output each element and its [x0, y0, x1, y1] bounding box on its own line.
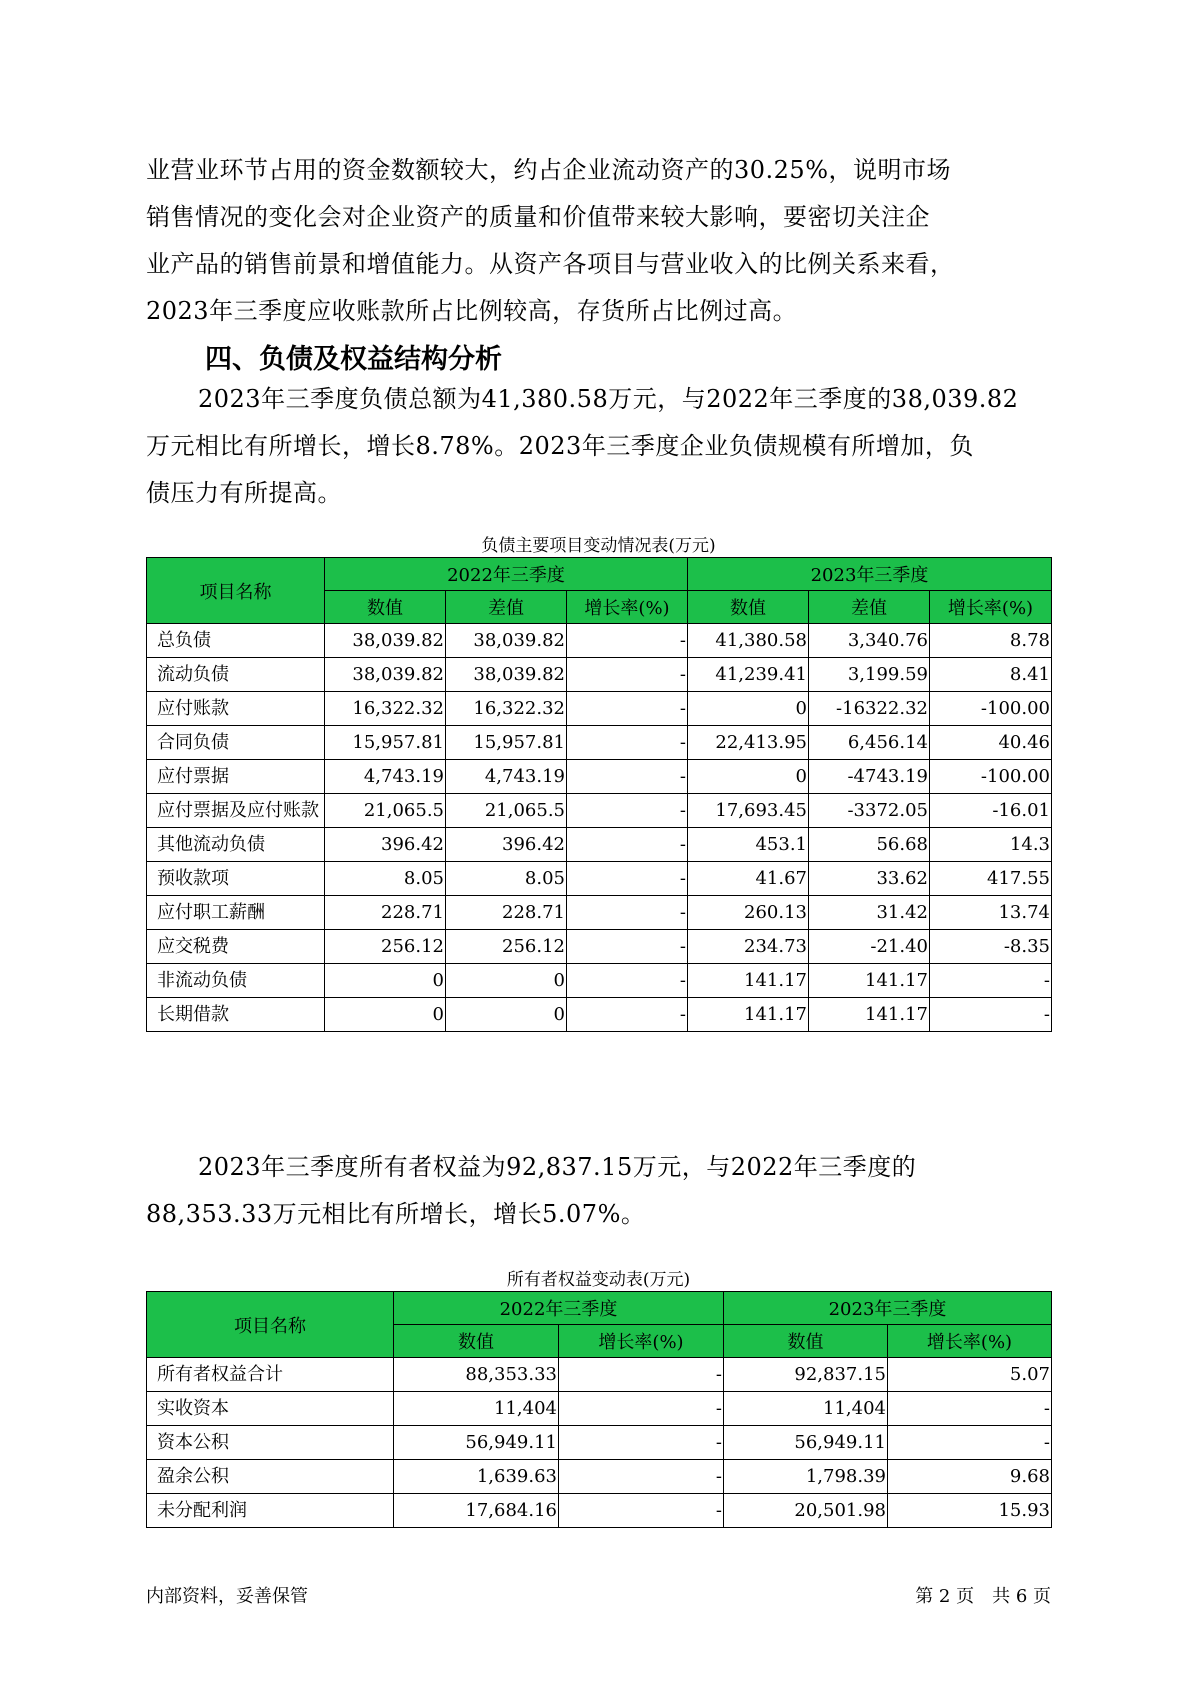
liability-table	[146, 557, 1052, 1032]
table-row	[147, 726, 1052, 760]
value-cell: -	[567, 862, 688, 896]
equity-table	[146, 1291, 1052, 1528]
row-label-cell: 应付票据及应付账款	[147, 794, 325, 828]
column-header-rate: 增长率(%)	[888, 1325, 1052, 1358]
value-cell: 17,684.16	[394, 1494, 559, 1528]
column-header-diff: 差值	[446, 591, 567, 624]
text-line: 88,353.33万元相比有所增长，增长5.07%。	[146, 1200, 646, 1228]
value-cell: -21.40	[809, 930, 930, 964]
value-cell: 0	[688, 760, 809, 794]
row-label-cell: 资本公积	[147, 1426, 394, 1460]
value-cell: 38,039.82	[446, 624, 567, 658]
table-row	[147, 794, 1052, 828]
row-label-cell: 流动负债	[147, 658, 325, 692]
value-cell: 38,039.82	[325, 624, 446, 658]
value-cell: 16,322.32	[446, 692, 567, 726]
value-cell: 396.42	[325, 828, 446, 862]
table-row	[147, 930, 1052, 964]
value-cell: -	[559, 1392, 724, 1426]
row-label-cell: 所有者权益合计	[147, 1358, 394, 1392]
value-cell: -	[567, 760, 688, 794]
value-cell: 4,743.19	[446, 760, 567, 794]
value-cell: -100.00	[930, 692, 1052, 726]
value-cell: 56.68	[809, 828, 930, 862]
value-cell: 11,404	[394, 1392, 559, 1426]
value-cell: 8.41	[930, 658, 1052, 692]
value-cell: 3,340.76	[809, 624, 930, 658]
value-cell: -	[567, 964, 688, 998]
value-cell: 88,353.33	[394, 1358, 559, 1392]
row-label-cell: 应付账款	[147, 692, 325, 726]
value-cell: 56,949.11	[724, 1426, 888, 1460]
value-cell: 21,065.5	[446, 794, 567, 828]
intro-paragraph	[146, 147, 1051, 335]
text-line: 债压力有所提高。	[146, 479, 342, 507]
text-line: 2023年三季度所有者权益为92,837.15万元，与2022年三季度的	[198, 1153, 917, 1181]
value-cell: 21,065.5	[325, 794, 446, 828]
value-cell: 8.05	[325, 862, 446, 896]
value-cell: 16,322.32	[325, 692, 446, 726]
value-cell: -	[559, 1426, 724, 1460]
value-cell: -	[559, 1460, 724, 1494]
value-cell: 11,404	[724, 1392, 888, 1426]
column-header-rate: 增长率(%)	[930, 591, 1052, 624]
value-cell: -	[559, 1494, 724, 1528]
value-cell: 13.74	[930, 896, 1052, 930]
table-row	[147, 862, 1052, 896]
value-cell: 396.42	[446, 828, 567, 862]
text-line: 业产品的销售前景和增值能力。从资产各项目与营业收入的比例关系来看，	[146, 250, 955, 278]
table-row	[147, 998, 1052, 1032]
value-cell: -	[567, 692, 688, 726]
value-cell: -	[888, 1426, 1052, 1460]
column-header-2022: 2022年三季度	[394, 1292, 724, 1325]
table-row	[147, 658, 1052, 692]
table-row	[147, 896, 1052, 930]
value-cell: -	[559, 1358, 724, 1392]
value-cell: 5.07	[888, 1358, 1052, 1392]
column-header-2023: 2023年三季度	[724, 1292, 1052, 1325]
value-cell: 31.42	[809, 896, 930, 930]
liability-table-caption: 负债主要项目变动情况表(万元)	[481, 536, 716, 556]
value-cell: 417.55	[930, 862, 1052, 896]
table-row	[147, 624, 1052, 658]
value-cell: -	[567, 998, 688, 1032]
liability-paragraph	[146, 376, 1051, 517]
value-cell: 38,039.82	[446, 658, 567, 692]
equity-table-caption: 所有者权益变动表(万元)	[506, 1270, 691, 1290]
value-cell: 15,957.81	[446, 726, 567, 760]
value-cell: 141.17	[809, 998, 930, 1032]
value-cell: 33.62	[809, 862, 930, 896]
value-cell: 15.93	[888, 1494, 1052, 1528]
value-cell: -	[888, 1392, 1052, 1426]
row-label-cell: 盈余公积	[147, 1460, 394, 1494]
row-label-cell: 其他流动负债	[147, 828, 325, 862]
row-label-cell: 应付职工薪酬	[147, 896, 325, 930]
row-label-cell: 未分配利润	[147, 1494, 394, 1528]
text-line: 万元相比有所增长，增长8.78%。2023年三季度企业负债规模有所增加，负	[146, 432, 974, 460]
table-row	[147, 964, 1052, 998]
column-header-name: 项目名称	[147, 1292, 394, 1358]
value-cell: 3,199.59	[809, 658, 930, 692]
value-cell: 453.1	[688, 828, 809, 862]
row-label-cell: 预收款项	[147, 862, 325, 896]
column-header-rate: 增长率(%)	[559, 1325, 724, 1358]
table-row	[147, 692, 1052, 726]
text-line: 销售情况的变化会对企业资产的质量和价值带来较大影响，要密切关注企	[146, 203, 930, 231]
section-heading: 四、负债及权益结构分析	[205, 344, 502, 375]
value-cell: 41.67	[688, 862, 809, 896]
column-header-value: 数值	[688, 591, 809, 624]
value-cell: 41,239.41	[688, 658, 809, 692]
value-cell: 256.12	[446, 930, 567, 964]
row-label-cell: 非流动负债	[147, 964, 325, 998]
column-header-value: 数值	[724, 1325, 888, 1358]
value-cell: 92,837.15	[724, 1358, 888, 1392]
row-label-cell: 应付票据	[147, 760, 325, 794]
table-row	[147, 760, 1052, 794]
value-cell: 228.71	[325, 896, 446, 930]
row-label-cell: 实收资本	[147, 1392, 394, 1426]
value-cell: -4743.19	[809, 760, 930, 794]
value-cell: 14.3	[930, 828, 1052, 862]
table-row	[147, 1392, 1052, 1426]
column-header-value: 数值	[394, 1325, 559, 1358]
value-cell: -	[930, 964, 1052, 998]
column-header-2022: 2022年三季度	[325, 558, 688, 591]
value-cell: -16.01	[930, 794, 1052, 828]
value-cell: -	[567, 896, 688, 930]
value-cell: 8.78	[930, 624, 1052, 658]
value-cell: 20,501.98	[724, 1494, 888, 1528]
text-line: 2023年三季度应收账款所占比例较高，存货所占比例过高。	[146, 297, 798, 325]
row-label-cell: 合同负债	[147, 726, 325, 760]
table-row	[147, 1358, 1052, 1392]
value-cell: 38,039.82	[325, 658, 446, 692]
value-cell: -8.35	[930, 930, 1052, 964]
value-cell: 141.17	[688, 964, 809, 998]
value-cell: 41,380.58	[688, 624, 809, 658]
value-cell: 0	[325, 964, 446, 998]
footer-page-number: 第 2 页 共 6 页	[915, 1586, 1051, 1607]
table-row	[147, 1460, 1052, 1494]
table-row	[147, 1426, 1052, 1460]
value-cell: 1,798.39	[724, 1460, 888, 1494]
value-cell: 0	[325, 998, 446, 1032]
value-cell: -	[567, 658, 688, 692]
row-label-cell: 总负债	[147, 624, 325, 658]
row-label-cell: 应交税费	[147, 930, 325, 964]
value-cell: 9.68	[888, 1460, 1052, 1494]
value-cell: 0	[446, 998, 567, 1032]
value-cell: 234.73	[688, 930, 809, 964]
value-cell: 4,743.19	[325, 760, 446, 794]
value-cell: 22,413.95	[688, 726, 809, 760]
value-cell: -	[567, 794, 688, 828]
text-line: 业营业环节占用的资金数额较大，约占企业流动资产的30.25%，说明市场	[146, 156, 952, 184]
value-cell: -	[567, 624, 688, 658]
footer-left: 内部资料，妥善保管	[146, 1586, 308, 1607]
value-cell: 0	[446, 964, 567, 998]
column-header-value: 数值	[325, 591, 446, 624]
value-cell: -3372.05	[809, 794, 930, 828]
row-label-cell: 长期借款	[147, 998, 325, 1032]
value-cell: 228.71	[446, 896, 567, 930]
value-cell: -	[567, 726, 688, 760]
equity-paragraph	[146, 1144, 1051, 1238]
value-cell: -	[567, 828, 688, 862]
value-cell: 15,957.81	[325, 726, 446, 760]
value-cell: -	[930, 998, 1052, 1032]
text-line: 2023年三季度负债总额为41,380.58万元，与2022年三季度的38,039.82	[198, 385, 1019, 413]
column-header-2023: 2023年三季度	[688, 558, 1052, 591]
value-cell: 141.17	[809, 964, 930, 998]
value-cell: 256.12	[325, 930, 446, 964]
value-cell: 17,693.45	[688, 794, 809, 828]
value-cell: 1,639.63	[394, 1460, 559, 1494]
value-cell: 56,949.11	[394, 1426, 559, 1460]
value-cell: -16322.32	[809, 692, 930, 726]
value-cell: 260.13	[688, 896, 809, 930]
value-cell: -100.00	[930, 760, 1052, 794]
column-header-name: 项目名称	[147, 558, 325, 624]
column-header-rate: 增长率(%)	[567, 591, 688, 624]
value-cell: 40.46	[930, 726, 1052, 760]
value-cell: 0	[688, 692, 809, 726]
table-row	[147, 828, 1052, 862]
value-cell: 8.05	[446, 862, 567, 896]
value-cell: 141.17	[688, 998, 809, 1032]
value-cell: -	[567, 930, 688, 964]
column-header-diff: 差值	[809, 591, 930, 624]
table-row	[147, 1494, 1052, 1528]
value-cell: 6,456.14	[809, 726, 930, 760]
